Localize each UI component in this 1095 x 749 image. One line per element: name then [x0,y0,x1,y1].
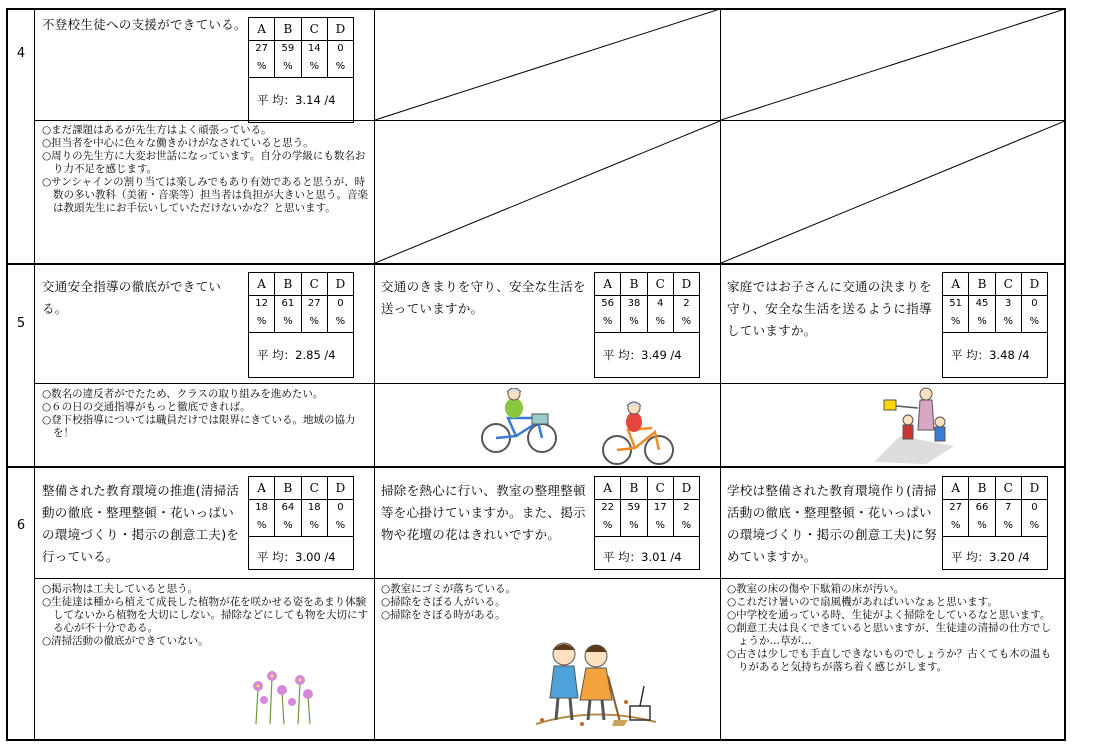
average-score: 平 均：3.01 /4 [603,550,682,564]
grade-percent: 27 [249,41,275,58]
average-score: 平 均：3.48 /4 [951,348,1030,362]
grade-percent: 4 [647,296,673,313]
percent-sign: % [595,312,621,333]
comment-item: ○掃除をさぼる人がいる。 [381,596,506,608]
grade-percent: 0 [1031,502,1038,513]
average-score: 平 均：2.85 /4 [257,348,336,362]
grade-label: D [1021,477,1047,500]
percent-sign: % [969,516,995,537]
percent-sign: % [301,57,327,78]
comment-item: ○清掃活動の徹底ができていない。 [42,635,209,647]
question-text: 不登校生徒への支援ができている。 [42,17,247,32]
percent-sign: % [275,312,301,333]
grade-percent: 7 [995,500,1021,517]
grade-percent: 61 [275,296,301,313]
grade-percent: 0 [337,502,344,513]
percent-sign: % [249,312,275,333]
comment-item: ○サンシャインの割り当ては楽しみでもあり有効であると思うが、時数の多い教科（美術・音楽等）担当者は負担が大きいと思う。音楽は教頭先生にお手伝いしていただけないかな？と思います。 [42,176,368,214]
grade-percent: 18 [249,500,275,517]
percent-sign: % [995,516,1021,537]
grade-label: A [249,273,275,296]
grade-label: D [327,477,353,500]
percent-sign: % [647,516,673,537]
grade-percent: 27 [301,296,327,313]
percent-sign: % [969,312,995,333]
percent-sign: % [673,516,699,537]
average-score: 平 均：3.00 /4 [257,550,336,564]
grade-label: C [995,273,1021,296]
percent-sign: % [327,57,353,78]
comment-list [42,583,368,648]
grade-percent: 14 [301,41,327,58]
grade-percent: 45 [969,296,995,313]
grade-percent: 2 [683,502,690,513]
grade-label: C [301,273,327,296]
grade-percent: 51 [943,296,969,313]
empty-cell-diagonal [721,121,1065,263]
grade-percent: 17 [647,500,673,517]
comment-item: ○数名の違反者がでたため、クラスの取り組みを進めたい。 [42,388,324,400]
grade-label: C [647,273,673,296]
percent-sign: % [1021,312,1047,333]
grade-label: A [943,477,969,500]
rating-summary [248,17,354,123]
rating-summary [594,272,700,378]
grade-percent: 3 [995,296,1021,313]
comment-item: ○教室にゴミが落ちている。 [381,583,517,595]
grade-label: D [673,477,699,500]
comment-item: ○生徒達は種から植えて成長した植物が花を咲かせる姿をあまり体験してないから植物を大切にしない。掃除などにしても物を大切にする心が不十分である。 [42,596,368,634]
question-text: 交通安全指導の徹底ができている。 [42,279,222,316]
grade-label: B [969,273,995,296]
comment-item: ○創意工夫は良くできていると思いますが、生徒達の清掃の仕方でしょうか…草が… [727,622,1052,647]
grade-label: C [301,18,327,41]
grade-label: A [249,477,275,500]
comment-item: ○教室の床の傷や下駄箱の床が汚い。 [727,583,905,595]
item-number: 5 [16,316,26,331]
percent-sign: % [275,516,301,537]
rating-summary [594,476,700,570]
comment-list [42,124,368,215]
percent-sign: % [1021,516,1047,537]
comment-item: ○これだけ暑いので扇風機があればいいなぁと思います。 [727,596,998,608]
grade-percent: 66 [969,500,995,517]
comment-item: ○周りの先生方に大変お世話になっています。自分の学級にも数名おり力不足を感じます。 [42,150,366,175]
grade-percent: 38 [621,296,647,313]
question-text: 掃除を熱心に行い、教室の整理整頓等を心掛けていますか。また、掲示物や花壇の花はきれいですか。 [381,483,586,542]
grade-percent: 22 [595,500,621,517]
percent-sign: % [943,312,969,333]
grade-label: C [995,477,1021,500]
flowers-illustration [244,666,318,726]
grade-percent: 56 [595,296,621,313]
grade-percent: 0 [337,43,344,54]
percent-sign: % [249,57,275,78]
grade-percent: 18 [301,500,327,517]
percent-sign: % [621,516,647,537]
empty-cell-diagonal [375,121,720,263]
row-5-divider [35,383,1065,384]
average-score: 平 均：3.49 /4 [603,348,682,362]
grade-percent: 59 [275,41,301,58]
grade-percent: 12 [249,296,275,313]
percent-sign: % [275,57,301,78]
grade-percent: 64 [275,500,301,517]
comment-item: ○掃除をさぼる時がある。 [381,609,506,621]
number-column-divider [34,8,35,741]
grade-percent: 59 [621,500,647,517]
grade-label: D [673,273,699,296]
grade-percent: 0 [337,298,344,309]
question-text: 交通のきまりを守り、安全な生活を送っていますか。 [381,279,586,316]
grade-label: D [327,18,353,41]
comment-item: ○古さは少しでも手直しできないものでしょうか？古くても木の温もりがあると気持ちが落ち着く感じがします。 [727,648,1052,673]
percent-sign: % [327,516,353,537]
empty-cell-diagonal [721,9,1065,120]
rating-summary [248,476,354,570]
row-6-divider [35,578,1065,579]
percent-sign: % [249,516,275,537]
percent-sign: % [621,312,647,333]
cleaning-children-illustration [534,636,658,728]
percent-sign: % [301,312,327,333]
grade-label: B [621,273,647,296]
percent-sign: % [595,516,621,537]
grade-percent: 27 [943,500,969,517]
rating-summary [248,272,354,378]
cyclist-illustration [478,388,560,456]
percent-sign: % [301,516,327,537]
empty-cell-diagonal [375,9,720,120]
row-separator-5-6 [6,466,1066,468]
comment-item: ○登下校指導については職員だけでは限界にきている。地域の協力を！ [42,414,356,439]
percent-sign: % [943,516,969,537]
item-number: 6 [16,518,26,533]
grade-label: D [1021,273,1047,296]
percent-sign: % [647,312,673,333]
crossing-guard-illustration [870,386,954,464]
comment-item: ○まだ課題はあるが先生方はよく頑張っている。 [42,124,272,136]
grade-label: A [595,477,621,500]
percent-sign: % [673,312,699,333]
grade-label: C [647,477,673,500]
grade-label: A [249,18,275,41]
average-score: 平 均：3.20 /4 [951,550,1030,564]
comment-item: ○６の日の交通指導がもっと徹底できれば。 [42,401,251,413]
comment-list [381,583,711,622]
comment-item: ○掲示物は工夫していると思う。 [42,583,199,595]
grade-label: D [327,273,353,296]
row-separator-4-5 [6,263,1066,265]
question-text: 学校は整備された教育環境作り(清掃活動の徹底・整理整頓・花いっぱいの環境づくり・掲示の創意工夫)に努めていますか。 [727,483,937,564]
rating-summary [942,476,1048,570]
comment-item: ○中学校を通っている時、生徒がよく掃除をしているなと思います。 [727,609,1051,621]
comment-item: ○担当者を中心に色々な働きかけがなされていると思う。 [42,137,314,149]
comment-list [42,388,368,440]
average-score: 平 均：3.14 /4 [257,93,336,107]
comment-list [727,583,1057,674]
grade-label: B [275,477,301,500]
percent-sign: % [995,312,1021,333]
cyclist-illustration [600,400,676,468]
question-text: 整備された教育環境の推進(清掃活動の徹底・整理整頓・花いっぱいの環境づくり・掲示の創意工夫)を行っている。 [42,483,240,564]
question-text: 家庭ではお子さんに交通の決まりを守り、安全な生活を送るように指導していますか。 [727,279,932,338]
grade-percent: 0 [1031,298,1038,309]
grade-percent: 2 [683,298,690,309]
grade-label: B [275,18,301,41]
rating-summary [942,272,1048,378]
item-number: 4 [16,46,26,61]
grade-label: B [621,477,647,500]
grade-label: B [969,477,995,500]
grade-label: C [301,477,327,500]
grade-label: A [943,273,969,296]
grade-label: B [275,273,301,296]
percent-sign: % [327,312,353,333]
grade-label: A [595,273,621,296]
